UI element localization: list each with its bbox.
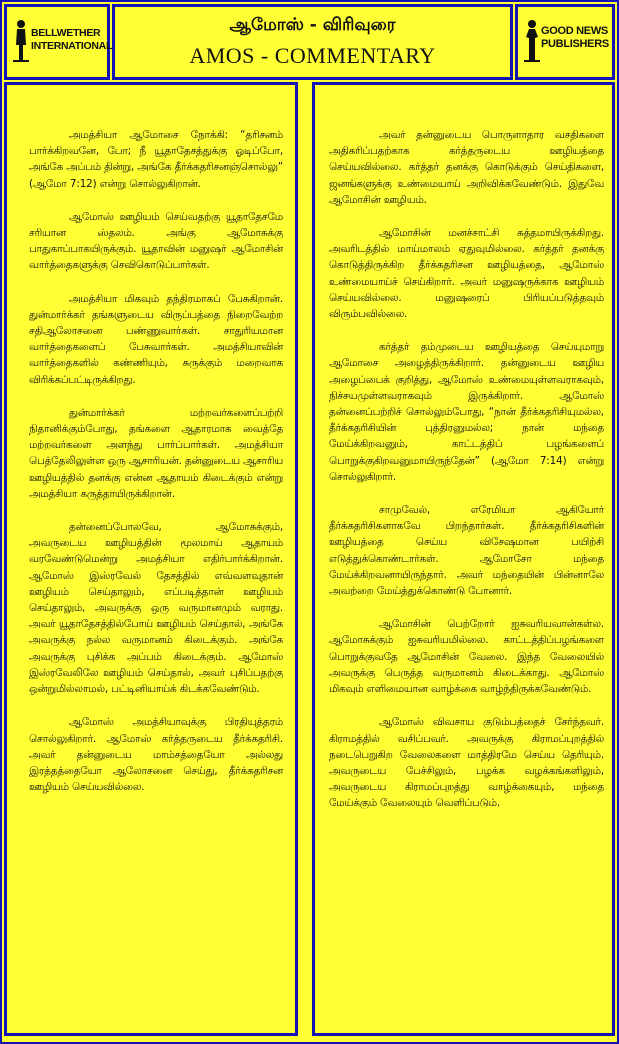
paragraph: ஆமோஸ் அமத்சியாவுக்கு பிரதியுத்தரம் சொல்லுகிறார். ஆமோஸ் கர்த்தருடைய தீர்க்கதரிசி. அவர் தன்னுடைய மாம்சத்தையோ அல்லது இரத்தத்தையோ ஆலோசனை செய்து, தீர்க்கதரிசன ஊழியம் செய்யவில்லை. <box>29 716 283 794</box>
good-news-logo-text: GOOD NEWS PUBLISHERS <box>541 25 609 50</box>
paragraph: அமத்சியா மிகவும் தந்திரமாகப் பேசுகிறான். துன்மார்க்கர் தங்களுடைய விருப்பத்தை நிறைவேற்ற சதிஆலோசனை பண்ணுவார்கள். சாதுரியமான வார்த்தைகளைப் பேசுவார்கள். அமத்சியாவின் வார்த்தைகளில் கண்ணியும், சுருக்கும் மறைவாக விரிக்கப்பட்டிருக்கிறது. <box>29 292 283 386</box>
paragraph: ஆமோஸ் விவசாய குடும்பத்தைச் சேர்ந்தவர். கிராமத்தில் வசிப்பவர். அவருக்கு கிராமப்புறத்தில் நடைபெறுகிற வேலைகளை மாத்திரமே செய்ய தெரியும். அவருடைய பேச்சிலும், பழக்க வழக்கங்களிலும், அவருடைய கிராமப்புறத்து வாழ்க்கையும், மந்தை மேய்க்கும் வேலையும் வெளிப்படும். <box>329 716 604 810</box>
paragraph: துன்மார்க்கர் மற்றவர்களைப்பற்றி நிதானிக்கும்போது, தங்களை ஆதாரமாக வைத்தே மற்றவர்களை அளந்து பார்ப்பார்கள். அமத்சியா பெத்தேலிலுள்ள ஒரு ஆசாரியன். தன்னுடைய ஆசாரிய ஊழியத்தில் தனக்கு என்ன ஆதாயம் கிடைக்கும் என்று அமத்சியா கருத்தாயிருக்கிறான். <box>29 406 283 500</box>
right-column <box>312 82 615 1036</box>
paragraph: அவர் தன்னுடைய பொருளாதார வசதிகளை அதிகரிப்பதற்காக கர்த்தருடைய ஊழியத்தை செய்யவில்லை. கர்த்தர் தனக்கு கொடுக்கும் செய்திகளை, ஜனங்களுக்கு உண்மையாய் அறிவிக்கவேண்டும். இதுவே ஆமோசின் ஊழியம். <box>329 129 604 206</box>
page-title-english: AMOS - COMMENTARY <box>189 43 436 68</box>
paragraph: ஆமோஸ் ஊழியம் செய்வதற்கு யூதாதேசமே சரியான ஸ்தலம். அங்கு ஆமோசுக்கு பாதுகாப்பாகயிருக்கும். யூதாவின் மனுஷர் ஆமோசின் வார்த்தைகளுக்கு செவிகொடுப்பார்கள். <box>29 210 283 272</box>
paragraph: ஆமோசின் பெற்றோர் ஐசுவரியவான்கள்ல. ஆமோசுக்கும் ஐசுவரியமில்லை. காட்டத்திப்பழங்களை பொறுக்குவதே ஆமோசின் வேலை. இந்த வேலையில் அவருக்கு பெருத்த வருமானம் கிடைக்காது. ஆமோஸ் மிகவும் எளிமையான வாழ்க்கை வாழ்ந்திருக்கவேண்டும். <box>329 618 604 696</box>
paragraph: அமத்சியா ஆமோசை நோக்கி: “தரிசனம் பார்க்கிறவனே, போ; நீ யூதாதேசத்துக்கு ஓடிப்போ, அங்கே அப்பம் தின்று, அங்கே தீர்க்கதரிசனஞ்சொல்லு” (ஆமோ 7:12) என்று சொல்லுகிறான். <box>29 129 283 190</box>
bellwether-logo <box>4 4 113 80</box>
bellwether-logo-text: BELLWETHER INTERNATIONAL <box>31 27 113 52</box>
paragraph: சாமுவேல், எரேமியா ஆகியோர் தீர்க்கதரிசிகளாகவே பிறந்தார்கள். தீர்க்கதரிசிகளின் ஊழியத்தை செய்ய விசேஷமான பயிற்சி எடுத்துக்கொண்டார்கள். ஆமோசோ மந்தை மேய்க்கிறவனாயிருந்தார். அவர் மந்தையின் பின்னாலே அவற்றை மேய்த்துக்கொண்டு போனார். <box>329 504 604 598</box>
good-news-logo <box>515 4 615 80</box>
bellwether-figure-icon <box>13 19 29 63</box>
left-column <box>4 82 298 1036</box>
page-title-tamil: ஆமோஸ் - விரிவுரை <box>229 15 396 35</box>
paragraph: ஆமோசின் மனச்சாட்சி சுத்தமாயிருக்கிறது. அவரிடத்தில் மாய்மாலம் ஏதுவுமில்லை. கர்த்தர் தனக்கு கொடுத்திருக்கிற தீர்க்கதரிசன ஊழியத்தை, ஆமோஸ் உண்மையாய்ச் செய்கிறார். அவர் மனுஷருக்காக ஊழியம் செய்யவில்லை. மனுஷரைப் பிரியப்படுத்தவும் விரும்பவில்லை. <box>329 227 604 321</box>
title-box <box>112 4 513 80</box>
header <box>2 2 617 80</box>
good-news-figure-icon <box>524 19 540 63</box>
paragraph: கர்த்தர் தம்முடைய ஊழியத்தை செய்யுமாறு ஆமோசை அழைத்திருக்கிறார். தன்னுடைய ஊழிய அழைப்பைக் குறித்து, ஆமோஸ் உண்மையுள்ளவராகவும், நிச்சயமுள்ளவராகவும் இருக்கிறார். ஆமோஸ் தன்னைப்பற்றிச் சொல்லும்போது, “நான் தீர்க்கதரிசியுமல்ல, தீர்க்கதரிசியின் புத்திரனுமல்ல; நான் மந்தை மேய்க்கிறவனும், காட்டத்திப் பழங்களைப் பொறுக்குகிறவனுமாயிருந்தேன்” (ஆமோ 7:14) என்று சொல்லுகிறார். <box>329 341 604 483</box>
paragraph: தன்னைப்போலவே, ஆமோசுக்கும், அவருடைய ஊழியத்தின் மூலமாய் ஆதாயம் வரவேண்டுமென்று அமத்சியா எதிர்பார்க்கிறான். ஆமோஸ் இஸ்ரவேல் தேசத்தில் எவ்வளவுதான் ஊழியம் செய்தாலும், எப்படித்தான் ஊழியம் செய்தாலும், அவருக்கு ஒரு வருமானமும் வராது. அவர் யூதாதேசத்தில்போய் ஊழியம் செய்தால், அங்கே அவருக்கு நல்ல வருமானம் கிடைக்கும். அங்கே அவருக்கு புசிக்க அப்பம் கிடைக்கும். ஆமோஸ் இஸ்ரவேலிலே ஊழியம் செய்தால், அவர் புசிப்பதற்கு ஒன்றுமில்லாமல், பட்டினியாய்க் கிடக்கவேண்டும். <box>29 521 283 696</box>
